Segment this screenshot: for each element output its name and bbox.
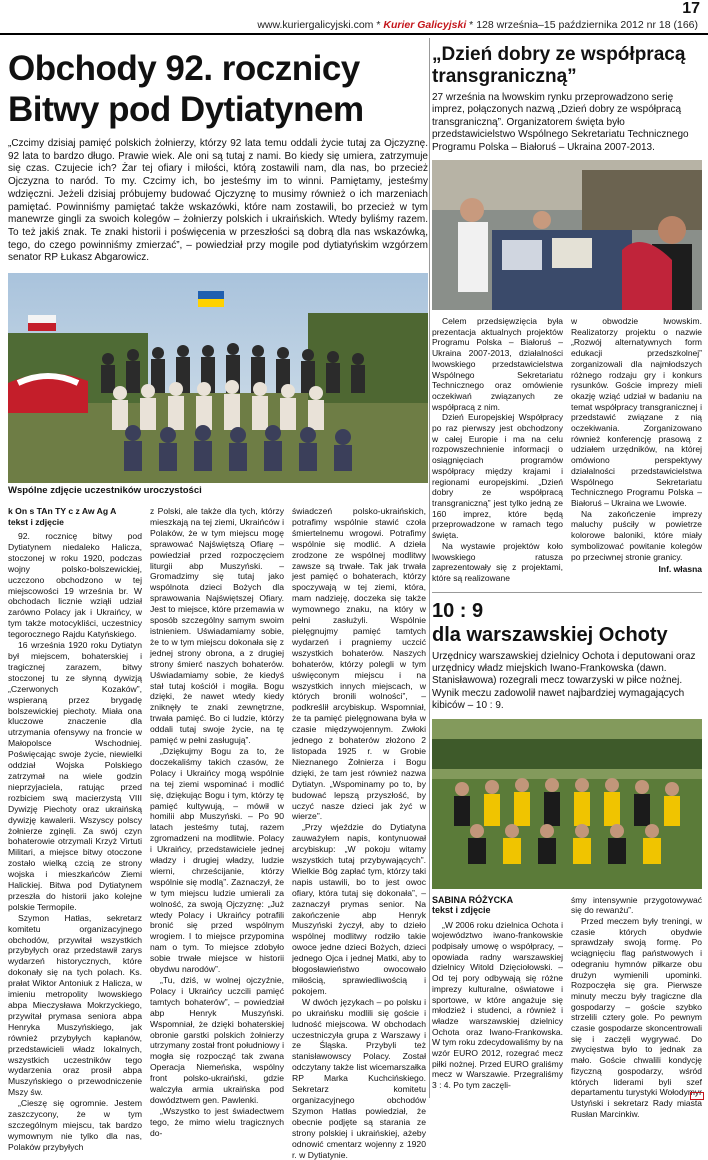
- article-dytiatyn: [8, 44, 428, 1160]
- article-body: [432, 895, 702, 1120]
- header-rule: [0, 33, 708, 35]
- article-separator: [432, 592, 702, 593]
- article-paragraph: Na zakończenie imprezy maluchy puściły w powietrze kolorowe baloniki, które miały symbolizować powitanie kolegów po przeciwnej stronie granicy.: [571, 508, 702, 562]
- page-number: 17: [682, 0, 700, 17]
- article-paragraph: śmy intensywnie przygotowywać się do rewanżu”.: [571, 894, 702, 916]
- page-header: [0, 0, 708, 36]
- article-title: „Dzień dobry ze współpracą transgraniczną”: [432, 44, 686, 87]
- article-paragraph: Na wystawie projektów koło lwowskiego ratusza zaprezentowały się z projektami, które są realizowane: [432, 540, 563, 583]
- group-photo-image: [8, 273, 428, 483]
- article-paragraph: Szymon Hatłas, sekretarz komitetu organizacyjnego obchodów, przywitał wszystkich przybyłych oraz przedstawił zarys wydarzeń historycznych, które dokonały się na tych polach. Ks. prałat Wiktor Antoniuk z Halicza, w imieniu metropolity lwowskiego abpa Mieczysława Mokrzyckiego, przywitał prymasa seniora abpa Henryka Muszyńskiego, jak również przybyłych kapłanów, przedstawicieli władz lokalnych, wszystkich uczestników tego wydarzenia oraz prosił abpa Muszyńskiego o przewodniczenie Mszy św.: [8, 912, 142, 1098]
- header-site: www.kuriergalicyjski.com: [257, 19, 374, 31]
- article-column-2: [150, 506, 284, 1160]
- end-mark-icon: [690, 1092, 704, 1100]
- team-photo: [432, 719, 702, 889]
- article-paragraph: W dwóch językach – po polsku i po ukraińsku modlili się goście i ludność miejscowa. W obchodach uczestniczyła grupa z Warszawy i ze Śląska. Przybyli też stanisławowscy Polacy. Został odczytany także list wicemarszałka RP Marka Kuchcińskiego. Sekretarz komitetu organizacyjnego obchodów Szymon Hatłas powiedział, że obecnie podjęte są starania ze strony polskiej i ukraińskiej, ażeby odnowić cmentarz wojenny z 1920 r. w Dytiatynie.: [292, 996, 426, 1160]
- article-paragraph: „Przy wjeździe do Dytiatyna zauważyłem napis, kontynuował arcybiskup: „W pokoju witamy wszystkich tutaj przybywających”. Wielkie Bóg zapłać tym, którzy taki napis ustawili, bo to jest owoc ofiary, która tutaj się dokonała”, – zaznaczył prymas senior. Na zakończenie abp Henryk Muszyński życzył, aby to dzieło wspólnej modlitwy rodziło takie owoce jedne dzieci Bożych, dzieci jednego Ojca i jednej Matki, aby to błogosławieństwo owocowało miłością, sprawiedliwością i pokojem.: [292, 822, 426, 996]
- article-paragraph: z Polski, ale także dla tych, którzy mieszkają na tej ziemi, Ukraińców i Polaków, że w tym miejscu mogę sprawować Najświętszą Ofiarę – powiedział przed rozpoczęciem liturgii abp Muszyński. – Gromadzimy się tutaj jako wspólnota dzieci Bożych dla sprawowania Najświętszej Ofiary. Jest to miejsce, które przemawia w sposób szczególny samym swoim istnieniem. Uświadamiamy sobie, że to w tym miejscu dokonała się z jednej strony obrona, a z drugiej strony śmierć naszych bohaterów. Uświadamiamy sobie, że kiedyś stał tutaj kościół i mogiła. Bogu dzięki, że nawet wtedy kiedy zniknęły te znaki zewnętrzne, trwała pamięć. Bo ci ludzie, którzy oddali tutaj swoje życie, na tę pamięć w pełni zasługują”.: [150, 506, 284, 746]
- article-paragraph: 16 września 1920 roku Dytiatyn był miejscem, bohaterskiej i tragicznej zarazem, bitwy stoczonej tu ze słynną dywizją „Czerwonych Kozaków”, wspieraną przez brygadę bolszewickiej piechoty. Miała ona kluczowe znaczenie dla utrzymania ofensywy na froncie w Małopolsce Wschodniej. Poświęcając swoje życie, niewielki oddział Wojska Polskiego zatrzymał na wiele godzin nieprzyjaciela, ratując przed rozbiciem swą macierzystą VIII Dywizję Piechoty oraz ukraińską dywizję kawalerii. Wszyscy polscy żołnierze zginęli. Za swój czyn bohaterowie otrzymali Krzyż Virtuti Militari, a miejsce bitwy otoczone zostało wielką czcią ze strony wojska i mieszkańców Ziemi Halickiej. Bitwa pod Dytiatynem przeszła do historii jako kolejne polskie Termopile.: [8, 640, 142, 912]
- article-paragraph: 92. rocznicę bitwy pod Dytiatynem niedaleko Halicza, stoczonej w roku 1920, podczas wojny polsko-bolszewickiej, uczczono obchodzono w tej miejscowości 19 września br. W obchodach licznie wziąłi udział zarówno Polacy jak i Ukraińcy, w tym także motocykliści, uczestnicy tegorocznego Rajdu Katyńskiego.: [8, 531, 142, 640]
- article-paragraph: „Tu, dziś, w wolnej ojczyźnie, Polacy i Ukraińcy uczcili pamięć tamtych bohaterów”, – powiedział abp Henryk Muszyński. Wspomniał, że dzięki bohaterskiej obronie garstki polskich żołnierzy utrzymany został front południowy i mogła się rozpocząć tak zwana Operacja Niemeńska, wspólny front polsko-ukraiński, gdzie walczyła armia ukraińska pod dowództwem gen. Pawlenki.: [150, 975, 284, 1105]
- article-paragraph: „Dziękujmy Bogu za to, że doczekaliśmy takich czasów, że Polacy i Ukraińcy mogą wspólnie na tej ziemi wspominać i modlić się, dziękując Bogu i tym, którzy tę pamięć kultywują, – mówił w homilii abp Muszyński. – Po 90 latach jesteśmy tutaj, razem zgromadzeni na modlitwie. Polacy i Ukraińcy, przedstawiciele jednej władzy i drugiej władzy, ludzie wierni, chrześcijanie, którzy wspólnie się modlą”. Zaznaczył, że w tym miejscu ludzie umierali za wolność, za swoją Ojczyznę: „Już wtedy Polacy i Ukraińcy potrafili bronić się przed wspólnym wrogiem. I to miejsce przypomina nam o tym. To miejsce zdobyło sobie trwałe miejsce w historii obydwu narodów”.: [150, 745, 284, 975]
- header-brand: Kurier Galicyjski: [383, 19, 467, 31]
- article-signature: Inf. własna: [658, 564, 702, 575]
- article-paragraph: Dzień Europejskiej Współpracy po raz pierwszy jest obchodzony w całej Europie i ma na celu rozpowszechnienie informacji o osiągnięciach programów współpracy między krajami i regionami europejskimi. „Dzień dobry ze współpracą transgraniczną” jest tylko jedną ze 160 imprez, które będą przeprowadzone w ramach tego święta.: [432, 412, 563, 541]
- article-lead: 27 września na lwowskim rynku przeprowadzono serię imprez, połączonych nazwą „Dzień dobry ze współpracą transgraniczną”. Organizatorem święta było przedstawicielstwo Wspólnego Sekretariatu Technicznego Programu Polska – Białoruś – Ukraina 2007-2013.: [432, 92, 689, 153]
- article-lead: „Czcimy dzisiaj pamięć polskich żołnierzy, którzy 92 lata temu oddali życie tutaj za Ojczyznę. 92 lata to bardzo długo. Prawie wiek. Ale oni są tutaj z nami. Bo kiedy się umiera, zatrzymuje się czas. Czujecie ich? Żar tej ofiary i miłości, którą zostawili nam, dla nas, bo przecież Ojczyzna to naród. To my. Czcimy ich, bo jesteśmy im to winni. Pamiętamy, jesteśmy wdzięczni. Jeżeli dzisiaj próbujemy budować Ojczyznę to musimy również o ich marzeniach pamiętać. Powinniśmy pamiętać także wskazówki, które nam zostawili, bo przecież w tym manewrze gingli za swoich kolegów – żołnierzy polskich i ukraińskich. Wtedy byliśmy razem. To też jakiś znak. Te znaki historii i poświęcenia w przeszłości są dobrą dla nas wskazówką, tego, do czego powinniśmy zmierzać”, – powiedział przy mogile pod dytiatyńskim wzgórzem senator RP Łukasz Abgarowicz.: [8, 138, 428, 264]
- group-photo: [8, 273, 428, 483]
- market-photo: [432, 160, 702, 310]
- article-paragraph: „Cieszę się ogromnie. Jestem zaszczycony, że w tym szczególnym miejscu, tak bardzo wymownym nie tylko dla nas, Polaków przybyłych: [8, 1098, 142, 1152]
- article-title: [432, 599, 702, 647]
- header-issue: 128 września–15 października 2012 nr 18 (166): [476, 19, 698, 31]
- article-body: [432, 316, 702, 584]
- article-title: Obchody 92. rocznicy Bitwy pod Dytiatynem: [8, 49, 364, 129]
- article-body: [8, 506, 428, 1160]
- article-title-rest: dla warszawskiej Ochoty: [432, 623, 668, 646]
- right-column: [432, 44, 702, 1119]
- article-title-score: 10 : 9: [432, 599, 484, 622]
- article-paragraph: w obwodzie lwowskim. Realizatorzy projektu o nazwie „Rozwój alternatywnych form edukacji przedszkolnej” zorganizowali dla najmłodszych różnego rodzaju gry i konkurs rysunków. Goście imprezy mieli okazję wziąć udział w badaniu na temat współpracy transgranicznej i przedstawić związane z nią oczekiwania. Zorganizowano również konferencję prasową z udziałem urzędników, na której omówiono perspektywy działalności przedstawicielstwa Wspólnego Sekretariatu Technicznego Programu Polska – Białoruś – Ukraina we Lwowie.: [571, 316, 702, 508]
- article-ochota: [432, 599, 702, 1120]
- header-issue-line: www.kuriergalicyjski.com * Kurier Galicyjski * 128 września–15 października 2012 nr 18 (166): [257, 19, 698, 31]
- article-column-1: [432, 895, 563, 1120]
- article-paragraph: Przed meczem były treningi, w czasie których obydwie sprawdzały swoją formę. Po wciągnięciu flag państwowych i odegraniu hymnów piłkarze obu drużyn wymienili upominki. Rozpoczęła się gra. Pierwsze minuty meczu były tragiczne dla gospodarzy – goście szybko strzelili cztery gole. Po pewnym czasie gospodarze skoncentrowali się i zaczęli wygrywać. Do zwycięstwa było to jednak za mało. Goście chwalili kondycję fizyczną gospodarzy, wśród których liderami byli szef departamentu turystyki Wołodymyr Ustyński i sekretarz Rady miasta Rusłan Marcinkiw.: [571, 916, 702, 1119]
- team-photo-image: [432, 719, 702, 889]
- article-column-2: [571, 895, 702, 1120]
- column-divider: [429, 38, 430, 1098]
- article-paragraph: „W 2006 roku dzielnica Ochota i województwo iwano-frankowskie podpisały umowę o współpracy, – opowiada radny warszawskiej dzielnicy Witold Dzięciołowski. – Od tej pory odbywają się różne imprezy kulturalne, oświatowe i sportowe, w które angażuje się młodzież i studenci, a również i władze warszawskiej dzielnicy Ochota oraz Iwano-Frankowska. W tym roku zdecydowaliśmy by na wzór EURO 2012, rozegrać mecz piłki nożnej. Przed EURO graliśmy mecz w Warszawie. Przegraliśmy 3 : 4. Po tym zaczęli-: [432, 919, 563, 1091]
- article-column-1: [432, 316, 563, 584]
- article-lead: Urzędnicy warszawskiej dzielnicy Ochota i deputowani oraz urzędnicy władz miejskich Iwano-Frankowska (dawn. Stanisławowa) rozegrali mecz towarzyski w piłce nożnej. Wynik meczu zadowolił nawet najbardziej wymagających kibiców – 10 : 9.: [432, 650, 696, 712]
- article-byline: SABINA RÓŻYCKA tekst i zdjęcie: [432, 894, 514, 916]
- article-column-2: [571, 316, 702, 584]
- article-paragraph: Celem przedsięwzięcia była prezentacja aktualnych projektów Programu Polska – Białoruś – Ukraina 2007-2013, działalności lwowskiego przedstawicielstwa Wspólnego Sekretariatu Technicznego oraz omówienie oczekiwań związanych ze współpracą z nim.: [432, 316, 563, 412]
- article-byline: k On s TAn TY c z Aw Ag A tekst i zdjęcie: [8, 506, 117, 527]
- article-column-3: [292, 506, 426, 1160]
- photo-caption: Wspólne zdjęcie uczestników uroczystości: [8, 485, 202, 497]
- article-paragraph: „Wszystko to jest świadectwem tego, że mimo wielu tragicznych do-: [150, 1105, 284, 1138]
- market-photo-image: [432, 160, 702, 310]
- article-dzien-dobry: [432, 44, 702, 584]
- article-column-1: [8, 506, 142, 1160]
- article-paragraph: świadczeń polsko-ukraińskich, potrafimy wspólnie stawić czoła śmiertelnemu wrogowi. Potrafimy wspólnie się modlić. A dzieła zrodzone ze wspólnej modlitwy zawsze są trwałe. Tak jak trwała jest pamięć o bohaterach, którzy spoczywają w tej ziemi, która, mam nadzieję, doczeka się także wymownego znaku, na który w pełni zasłużyli. Wspólnie pielęgnujmy pamięć tamtych wydarzeń i pragniemy uczcić wszystkich bohaterów. Naszych bohaterów, którzy polegli w tym uświęconym miejscu i na wszystkich innych miejscach, w których bronili wolności”, – podkreślił arcybiskup. Wspomniał, że ta pamięć pielęgnowana była w czasie międzywojennym. Zwłoki jednego z bohaterów złożono 2 listopada 1925 r. w Grobie Nieznanego Żołnierza i Bogu dzięki, że tam jest również nazwa Dytiatyn. „Wspominamy po to, by budować lepszą przyszłość, by uczyć nasze dzieci jak żyć w wierze”.: [292, 506, 426, 822]
